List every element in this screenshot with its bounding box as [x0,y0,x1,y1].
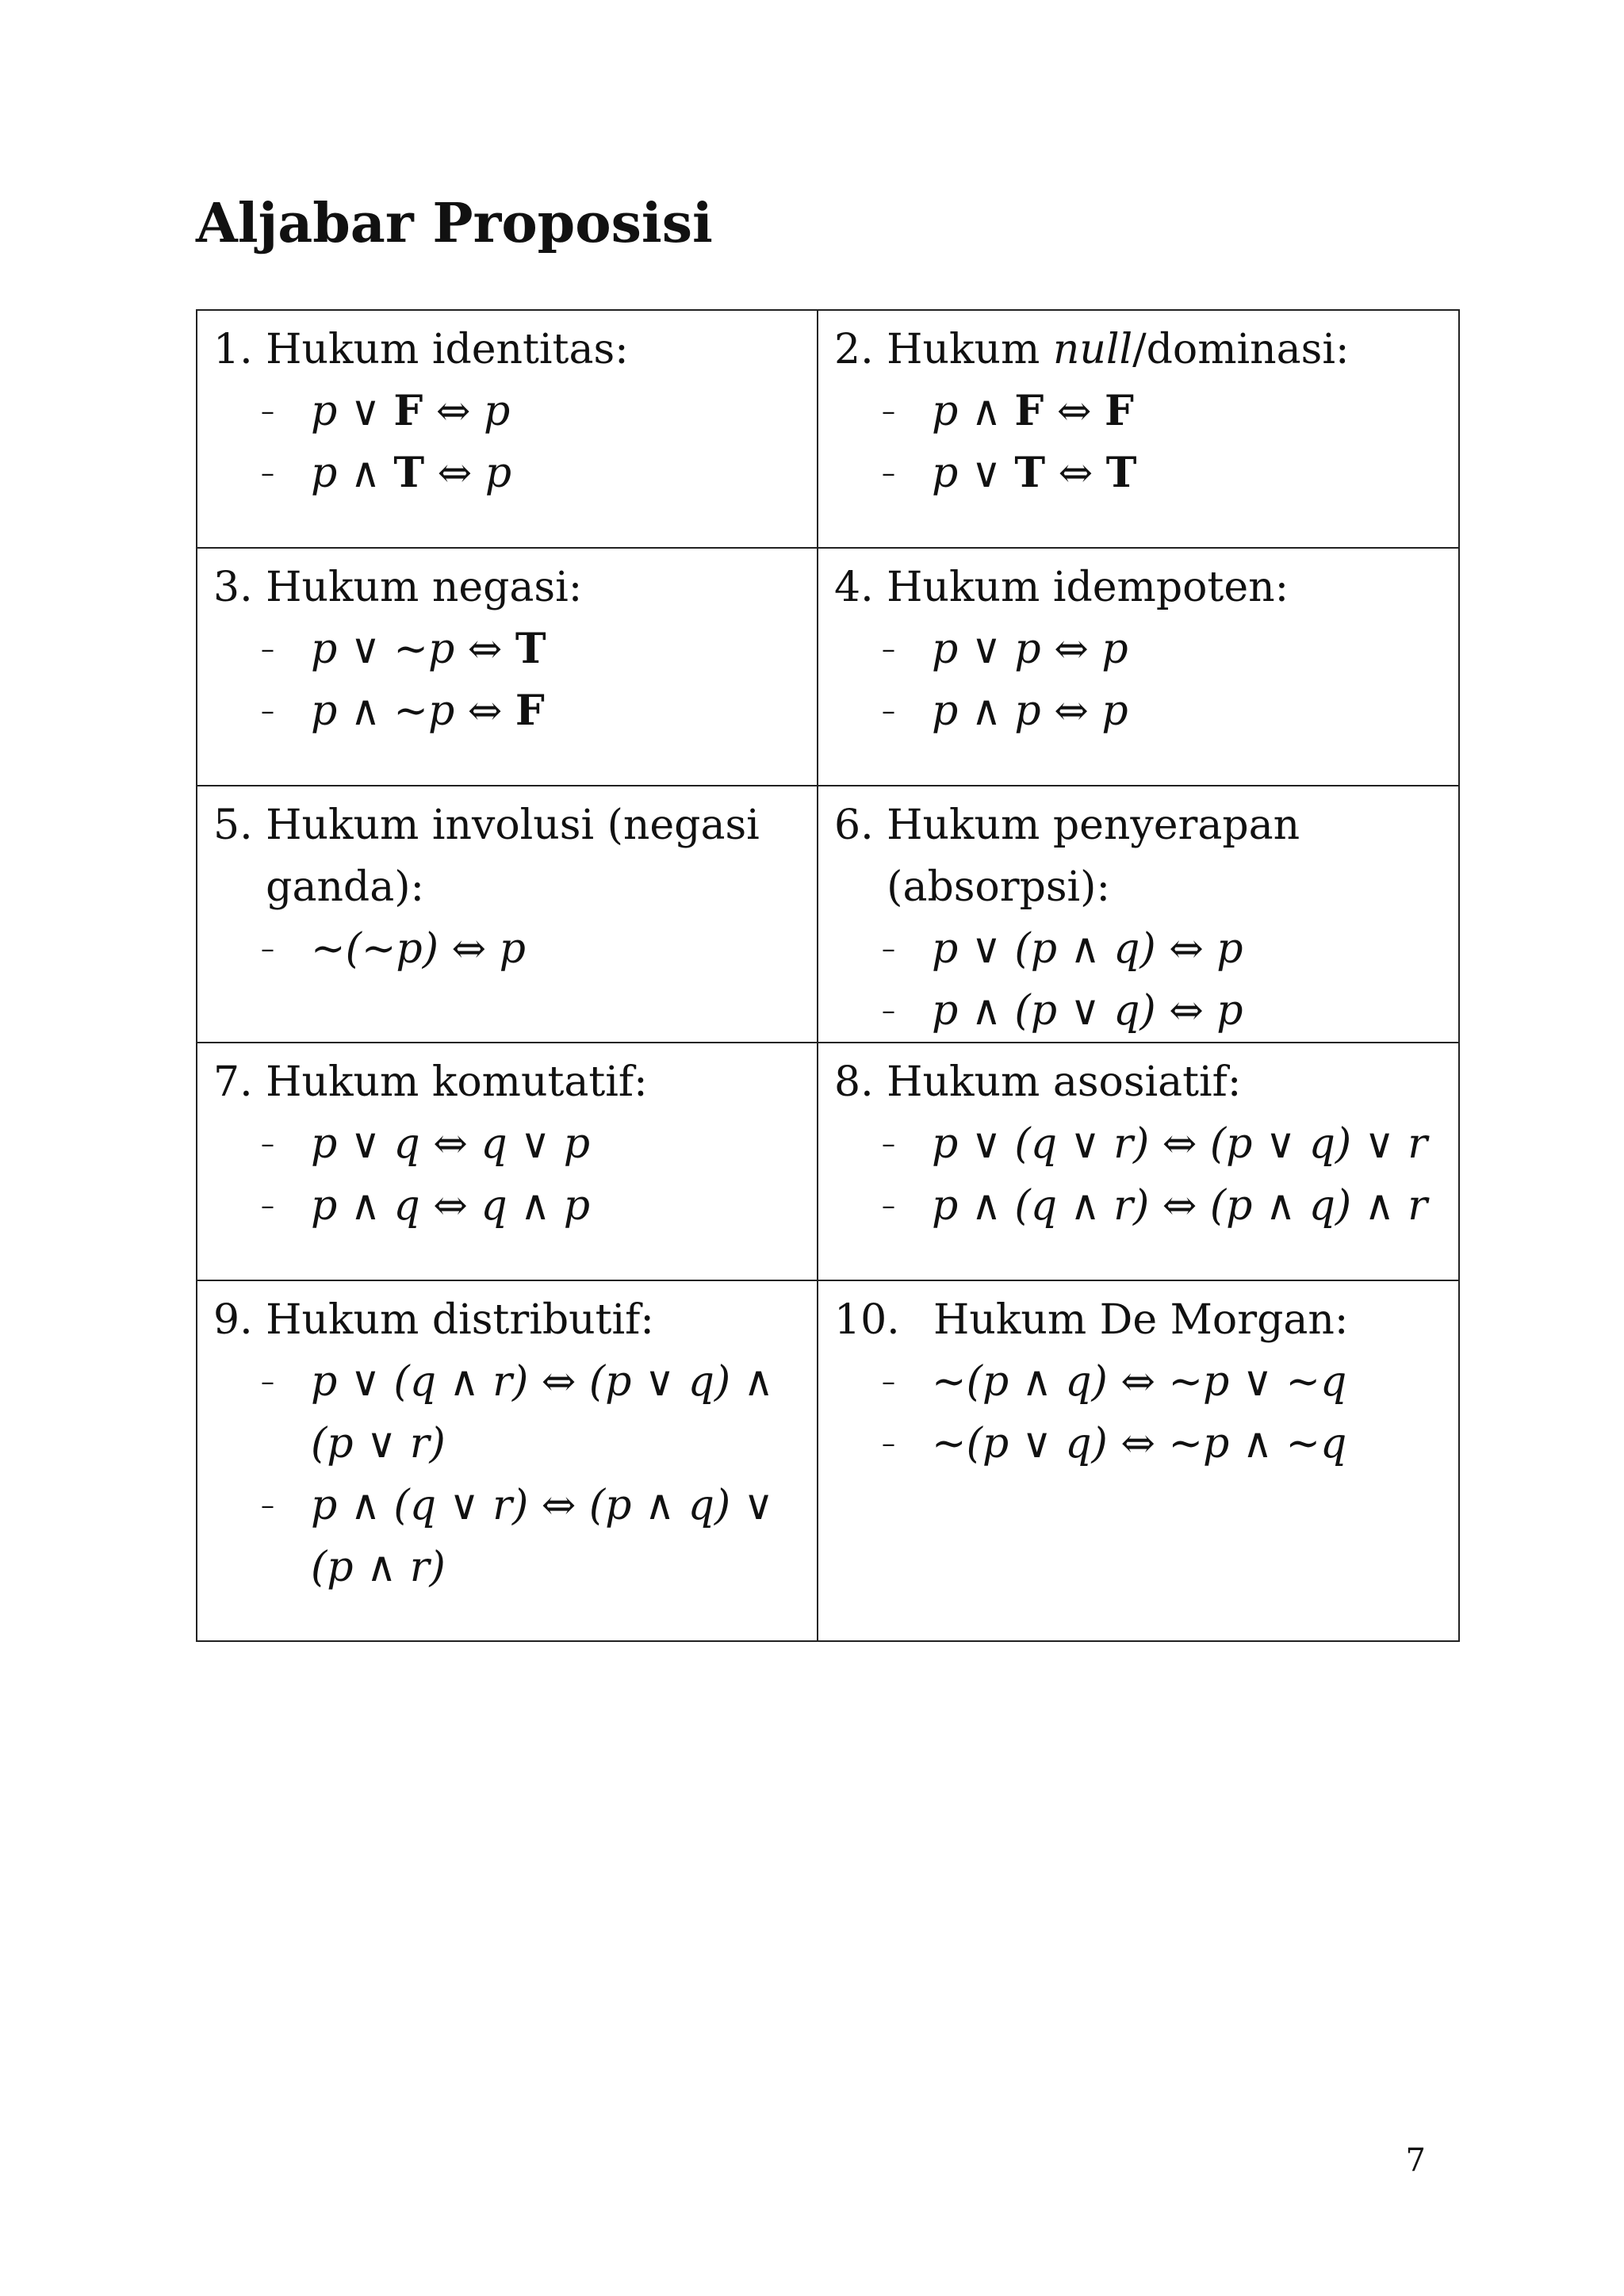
formula-item [834,618,1442,680]
formula-item [834,1113,1442,1175]
formula-item [834,680,1442,742]
law-number: 9. [213,1296,266,1344]
formula-item [213,680,801,742]
formula-text: p ∨ (p ∧ q) ⇔ p [932,925,1243,973]
formula-expression [932,1113,1427,1175]
formula-text: ⇔ p [423,388,511,435]
formula-expression [932,442,1136,504]
law-name-italic: null [1052,326,1133,373]
bullet-dash: – [261,695,274,727]
formula-text: p ∧ (q ∧ r) ⇔ (p ∧ q) ∧ r [932,1182,1428,1230]
law-name [887,794,1300,918]
law-name [887,1051,1241,1113]
page-title: Aljabar Proposisi [196,192,713,255]
bullet-dash: – [882,1366,895,1398]
bullet-dash: – [261,1366,274,1398]
law-cell [818,1280,1459,1641]
law-heading [834,557,1442,618]
table-row [197,1043,1459,1280]
formula-text: p ∧ ~p ⇔ [311,687,515,735]
law-name [266,794,760,918]
law-heading [213,1051,801,1113]
bullet-dash: – [882,1428,895,1460]
table-row [197,310,1459,548]
formula-text: ~(p ∨ q) ⇔ ~p ∧ ~q [932,1420,1347,1468]
formula-expression [311,381,510,442]
bullet-dash: – [882,1128,895,1160]
formula-text: p ∧ (q ∨ r) ⇔ (p ∧ q) ∨ [311,1482,774,1529]
law-heading [213,794,801,918]
law-name [887,319,1349,381]
formula-item [213,1113,801,1175]
law-name-line: Hukum penyerapan [887,802,1300,849]
formula-item [213,442,801,504]
formula-text: p ∨ [311,388,394,435]
formula-expression [932,1413,1346,1475]
law-name [266,557,582,618]
formula-item [834,381,1442,442]
formula-item [213,618,801,680]
law-name-line: (absorpsi): [887,863,1110,911]
law-heading [834,319,1442,381]
law-name [266,1051,647,1113]
formula-expression [311,1113,590,1175]
bullet-dash: – [882,396,895,427]
law-name-text: Hukum komutatif: [266,1058,648,1106]
law-heading [213,1289,801,1351]
table-row [197,1280,1459,1641]
law-cell [197,1280,818,1641]
formula-continuation: (p ∨ r) [311,1420,446,1468]
bullet-dash: – [261,1190,274,1222]
law-heading [834,1289,1442,1351]
law-name-text: Hukum identitas: [266,326,629,373]
formula-item [213,918,801,980]
formula-expression [311,1475,774,1598]
truth-constant: F [1104,387,1134,435]
bullet-dash: – [261,396,274,427]
law-number: 1. [213,326,266,373]
law-heading [834,794,1442,918]
law-heading [213,319,801,381]
law-name [933,1289,1348,1351]
formula-text: p ∧ (p ∨ q) ⇔ p [932,987,1243,1035]
law-name-line: ganda): [266,863,425,911]
formula-text: p ∨ [932,450,1015,497]
law-number: 4. [834,564,887,611]
formula-text: ⇔ [1045,450,1106,497]
bullet-dash: – [882,995,895,1027]
law-name-text: Hukum distributif: [266,1296,654,1344]
bullet-dash: – [882,633,895,665]
law-name [266,319,629,381]
law-name [887,557,1289,618]
law-heading [213,557,801,618]
law-cell [197,548,818,786]
laws-table [196,309,1460,1642]
bullet-dash: – [882,695,895,727]
bullet-dash: – [882,457,895,489]
formula-text: p ∨ (q ∨ r) ⇔ (p ∨ q) ∨ r [932,1120,1428,1168]
formula-expression [932,918,1243,980]
bullet-dash: – [261,933,274,965]
law-cell [197,1043,818,1280]
formula-expression [311,1175,590,1237]
formula-expression [311,918,526,980]
formula-expression [932,1351,1346,1413]
law-number: 7. [213,1058,266,1106]
formula-text: p ∨ p ⇔ p [932,626,1128,673]
page-number: 7 [1405,2142,1426,2179]
formula-text: p ∨ q ⇔ q ∨ p [311,1120,591,1168]
law-name-text: Hukum asosiatif: [887,1058,1242,1106]
table-row [197,786,1459,1043]
bullet-dash: – [261,1128,274,1160]
formula-text: p ∧ [311,450,394,497]
truth-constant: T [515,625,546,673]
law-name [266,1289,654,1351]
formula-expression [932,1175,1427,1237]
law-number: 5. [213,802,266,849]
law-number: 2. [834,326,887,373]
formula-expression [932,980,1243,1042]
truth-constant: F [393,387,423,435]
formula-item [213,1475,801,1598]
formula-text: ~(p ∧ q) ⇔ ~p ∨ ~q [932,1358,1347,1406]
formula-item [834,918,1442,980]
formula-text: p ∧ [932,388,1015,435]
law-cell [818,1043,1459,1280]
formula-expression [311,618,546,680]
truth-constant: F [515,687,545,735]
formula-item [834,1175,1442,1237]
law-number: 10. [834,1296,900,1344]
formula-expression [311,1351,774,1475]
law-number: 3. [213,564,266,611]
formula-item [213,1175,801,1237]
law-cell [818,548,1459,786]
law-name-text: /dominasi: [1132,326,1350,373]
formula-expression [311,680,545,742]
formula-item [834,442,1442,504]
law-heading [834,1051,1442,1113]
law-cell [197,786,818,1043]
formula-text: p ∧ p ⇔ p [932,687,1128,735]
formula-expression [932,680,1128,742]
formula-continuation: (p ∧ r) [311,1544,446,1591]
formula-item [834,980,1442,1042]
truth-constant: T [393,449,425,497]
formula-item [213,1351,801,1475]
law-name-text: Hukum negasi: [266,564,583,611]
truth-constant: T [1014,449,1046,497]
truth-constant: T [1105,449,1137,497]
law-number: 6. [834,802,887,849]
law-name-text: Hukum idempoten: [887,564,1289,611]
law-name-line: Hukum involusi (negasi [266,802,760,849]
bullet-dash: – [882,933,895,965]
formula-text: ~(~p) ⇔ p [311,925,526,973]
formula-text: ⇔ p [424,450,512,497]
law-number: 8. [834,1058,887,1106]
bullet-dash: – [261,633,274,665]
formula-item [834,1413,1442,1475]
bullet-dash: – [261,1490,274,1521]
formula-expression [311,442,511,504]
truth-constant: F [1014,387,1044,435]
formula-item [213,381,801,442]
law-cell [197,310,818,548]
bullet-dash: – [882,1190,895,1222]
law-name-text: Hukum De Morgan: [933,1296,1349,1344]
formula-item [834,1351,1442,1413]
formula-expression [932,381,1134,442]
law-cell [818,786,1459,1043]
formula-text: p ∧ q ⇔ q ∧ p [311,1182,591,1230]
bullet-dash: – [261,457,274,489]
formula-expression [932,618,1128,680]
formula-text: ⇔ [1044,388,1105,435]
law-name-text: Hukum [887,326,1053,373]
law-cell [818,310,1459,548]
table-row [197,548,1459,786]
formula-text: p ∨ (q ∧ r) ⇔ (p ∨ q) ∧ [311,1358,774,1406]
formula-text: p ∨ ~p ⇔ [311,626,515,673]
